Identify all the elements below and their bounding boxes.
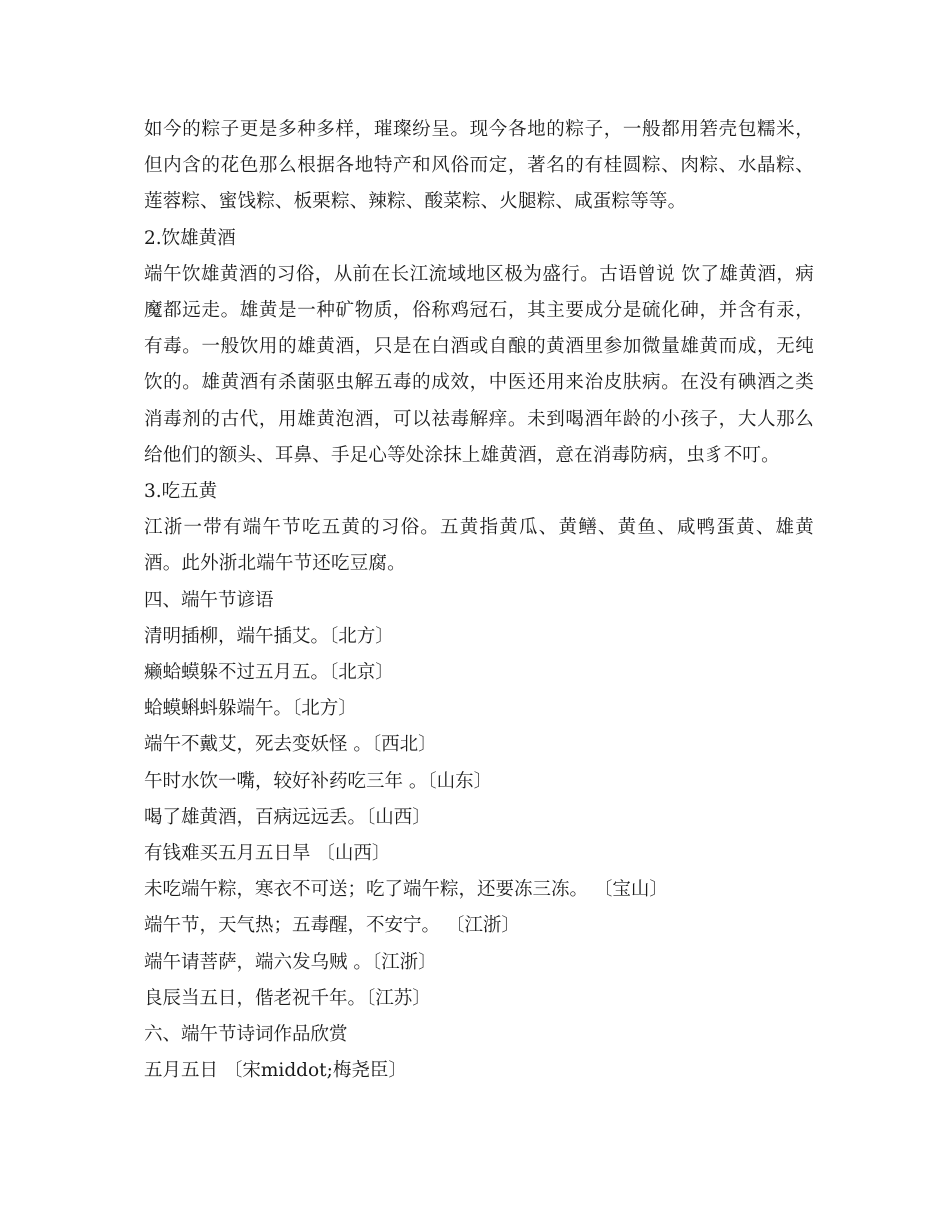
proverb-line: 端午节，天气热；五毒醒，不安宁。 〔江浙〕 [144, 915, 520, 937]
proverb-line: 有钱难买五月五日旱 〔山西〕 [144, 843, 391, 865]
proverb-line: 蛤蟆蝌蚪躲端午。〔北方〕 [144, 698, 357, 720]
proverb-line: 良辰当五日，偕老祝千年。〔江苏〕 [144, 987, 431, 1009]
paragraph-realgar-wine: 端午饮雄黄酒的习俗，从前在长江流域地区极为盛行。古语曾说 饮了雄黄酒，病魔都远走。雄黄是一种矿物质，俗称鸡冠石，其主要成分是硫化砷，并含有汞，有毒。一般饮用的雄黄酒，只是在白酒或自酿的黄酒里参加微量雄黄而成，无纯饮的。雄黄酒有杀菌驱虫解五毒的成效，中医还用来治皮肤病。在没有碘酒之类消毒剂的古代，用雄黄泡酒，可以祛毒解痒。未到喝酒年龄的小孩子，大人那么给他们的额头、耳鼻、手足心等处涂抹上雄黄酒，意在消毒防病，虫豸不叮。 [144, 263, 814, 466]
proverb-line: 午时水饮一嘴，较好补药吃三年 。〔山东〕 [144, 770, 493, 792]
proverb-line: 未吃端午粽，寒衣不可送；吃了端午粽，还要冻三冻。 〔宝山〕 [144, 879, 668, 901]
proverb-line: 癞蛤蟆躲不过五月五。〔北京〕 [144, 662, 394, 684]
section-heading-proverbs: 四、端午节谚语 [144, 589, 274, 611]
proverb-line: 喝了雄黄酒，百病远远丢。〔山西〕 [144, 806, 431, 828]
section-heading-five-yellows: 3.吃五黄 [144, 481, 218, 503]
proverb-line: 端午不戴艾，死去变妖怪 。〔西北〕 [144, 734, 437, 756]
section-heading-poetry: 六、端午节诗词作品欣赏 [144, 1024, 348, 1046]
poem-title: 五月五日 〔宋middot;梅尧臣〕 [144, 1060, 407, 1082]
document-body [144, 112, 814, 1089]
paragraph-zongzi-varieties: 如今的粽子更是多种多样，璀璨纷呈。现今各地的粽子，一般都用箬壳包糯米，但内含的花色那么根据各地特产和风俗而定，著名的有桂圆粽、肉粽、水晶粽、莲蓉粽、蜜饯粽、板栗粽、辣粽、酸菜粽、火腿粽、咸蛋粽等等。 [144, 119, 814, 213]
proverb-line: 清明插柳，端午插艾。〔北方〕 [144, 625, 394, 647]
proverb-line: 端午请菩萨，端六发乌贼 。〔江浙〕 [144, 951, 437, 973]
section-heading-realgar-wine: 2.饮雄黄酒 [144, 227, 236, 249]
paragraph-five-yellows: 江浙一带有端午节吃五黄的习俗。五黄指黄瓜、黄鳝、黄鱼、咸鸭蛋黄、雄黄酒。此外浙北端午节还吃豆腐。 [144, 517, 814, 575]
